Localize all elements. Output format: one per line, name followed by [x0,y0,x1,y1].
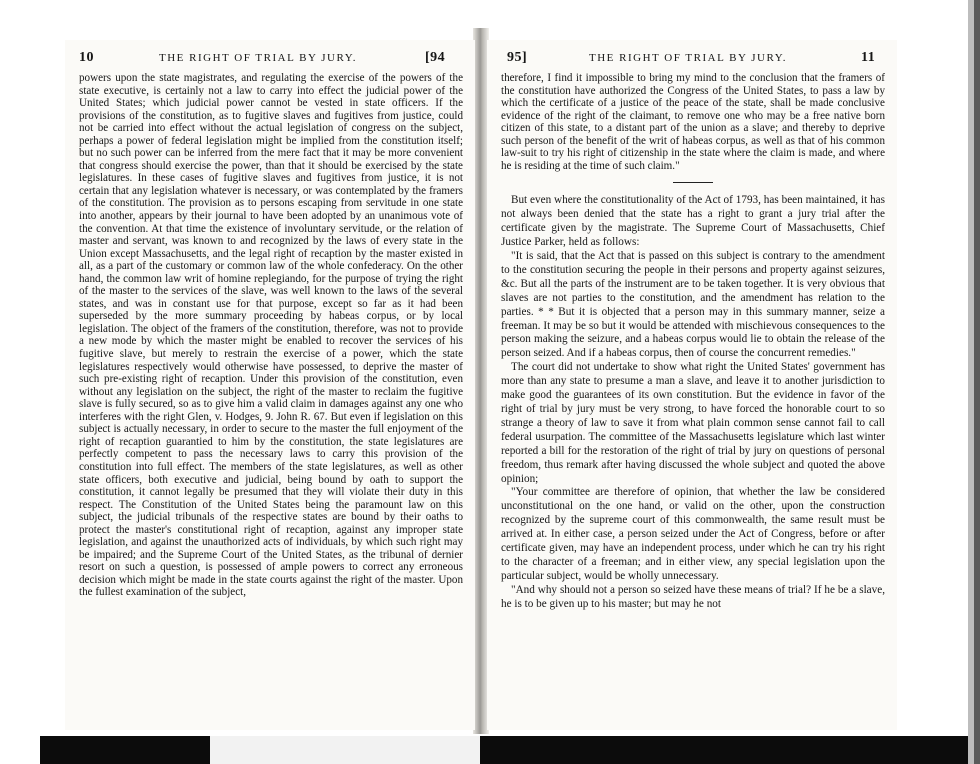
section-divider [673,182,713,183]
page-reference: [94 [425,50,446,65]
left-page [65,40,475,730]
scan-page-edge [210,736,480,764]
page-number: 10 [79,50,94,65]
quote-paragraph: "It is said, that the Act that is passed on this subject is contrary to the amendment to the constitution securing the people in their persons and property against seizures, &c. But all the parts of the instrument are to be taken together. It is very obvious that slaves are not parties to the constitution, and the amendment has relation to the parties. * * But it is objected that a person may in this summary manner, seize a freeman. It may be so but it would be attended with mischievous consequences to the person making the seizure, and a habeas corpus would lie to obtain the release of the person seized. And if a habeas corpus, then of course the concurrent remedies." [501,250,885,360]
left-page-body [79,72,463,599]
page-number: 11 [861,50,876,65]
left-page-header [79,50,465,68]
page-reference: 95] [507,50,528,65]
right-page-body [501,72,885,612]
quote-paragraph: therefore, I find it impossible to bring my mind to the conclusion that the framers of the constitution have authorized the Congress of the United States, to pass a law by which the certificate of a justice of the peace of the state, shall be made conclusive evidence of the right of the claimant, to remove one who may be a free native born citizen of this state, to a distant part of the union as a slave; and thereby to deprive such person of the benefit of the writ of habeas corpus, as well as that of his common law-suit to try his right of citizenship in the state where the claim is made, and where he is residing at the time of such claim." [501,72,885,172]
quote-paragraph: "And why should not a person so seized have these means of trial? If he be a slave, he is to be given up to his master; but may he not [501,583,885,610]
paragraph: powers upon the state magistrates, and regulating the exercise of the powers of the state executive, is certainly not a law to carry into effect the judicial power of the United States; which judicial power cannot be vested in state officers. If the provisions of the constitution, as to fugitive slaves and fugitives from justice, could not be carried into effect without the actual legislation of congress on the subject, perhaps a power of federal legislation might be implied from the constitution itself; but no such power can be inferred from the mere fact that it may be more convenient that congress should exercise the power, than that it should be exercised by the state legislatures. In these cases of fugitive slaves and fugitives from justice, it is not certain that any legislation whatever is necessary, or was contemplated by the framers of the constitution. The provision as to persons escaping from servitude in one state into another, appears by their journal to have been adopted by an unanimous vote of the convention. At that time the existence of involuntary servitude, or the relation of master and servant, was known to and recognized by the laws of every state in the Union except Massachusetts, and the legal right of recaption by the master existed in all, as a part of the customary or common law of the whole confederacy. On the other hand, the common law writ of homine replegiando, for the purpose of trying the right of the master to the services of the slave, was well known to the laws of the several states, and was in constant use for that purpose, except so far as it had been superseded by the more summary proceeding by habeas corpus, or by local legislation. The object of the framers of the constitution, therefore, was not to provide a new mode by which the master might be enabled to recover the services of his fugitive slave, but merely to restrain the exercise of a power, which the state legislatures respectively would otherwise have possessed, to deprive the master of such pre-existing right of recaption. Under this provision of the constitution, even without any legislation on the subject, the right of the master to reclaim the fugitive slave is fully secured, so as to give him a valid claim in damages against any one who interferes with the right Glen, v. Hodges, 9. John R. 67. But even if legislation on this subject is actually necessary, in order to secure to the master the full enjoyment of the right of recaption guarantied to him by the constitution, the state legislatures are perfectly competent to pass the necessary laws to carry this provision of the constitution into full effect. The members of the state legislatures, as well as other state officers, both executive and judicial, being bound by oath to support the constitution, it cannot legally be presumed that they will violate their duty in this respect. The Constitution of the United States being the paramount law on this subject, the judicial tribunals of the respective states are bound by their oaths to protect the master's constitutional right of recaption, against any improper state legislation, and against the unauthorized acts of individuals, by which such right may be impaired; and the Supreme Court of the United States, as the tribunal of dernier resort on such a question, is possessed of ample powers to correct any erroneous decision which might be made in the state courts against the right of the master. Upon the fullest examination of the subject, [79,72,463,599]
quote-paragraph: "Your committee are therefore of opinion, that whether the law be considered unconstitutional on the one hand, or valid on the other, upon the construction recognized by the supreme court of this commonwealth, the same result must be arrived at. In either case, a person seized under the Act of Congress, before or after certificate given, may have an independent process, under which he can try his right to the character of a freeman; and in either view, any special legislation upon the particular subject, would be wholly unnecessary. [501,486,885,582]
running-title: THE RIGHT OF TRIAL BY JURY. [589,52,787,64]
scan-border-bottom [40,736,968,764]
right-page-header [501,50,887,68]
running-title: THE RIGHT OF TRIAL BY JURY. [159,52,357,64]
paragraph: But even where the constitutionality of the Act of 1793, has been maintained, it has not always been denied that the state has a right to grant a jury trial after the certificate given by the magistrate. The Supreme Court of Massachusetts, Chief Justice Parker, held as follows: [501,194,885,249]
right-page [487,40,897,730]
scan-edge-dark [974,0,980,764]
paragraph: The court did not undertake to show what right the United States' government has more than any state to presume a man a slave, and leave it to another jurisdiction to make good the guarantees of its own constitution. But the evidence in favor of the right of trial by jury must be very strong, to have forced the honorable court to so strange a theory of law to save it from what plain common sense cannot fail to call federal usurpation. The committee of the Massachusetts legislature which last winter reported a bill for the restoration of the right of trial by jury on questions of personal freedom, thus remark after having discussed the whole subject and quoted the above opinion; [501,361,885,485]
